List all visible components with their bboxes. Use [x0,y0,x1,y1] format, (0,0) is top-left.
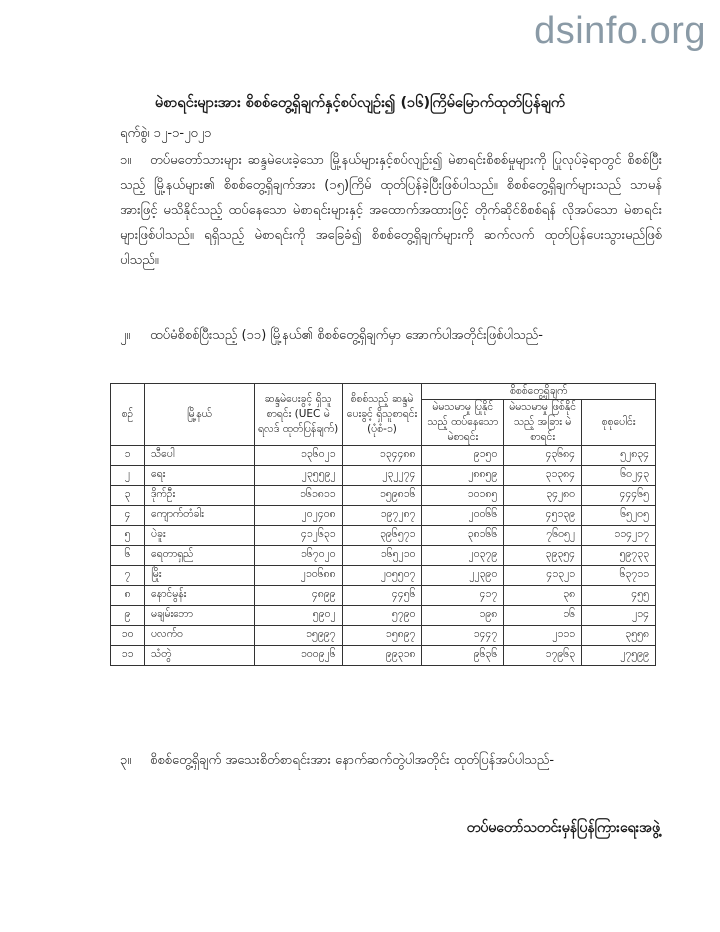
table-row [111,586,656,606]
cell-eligible: ၄၈၉၉ [254,586,342,606]
header-checked: စိစစ်သည့် ဆန္ဒမဲပေးခွင့် ရှိသူစာရင်း (ပုံစံ-၁) [342,384,422,446]
header-eligible: ဆန္ဒမဲပေးခွင့် ရှိသူစာရင်း (UEC မဲရလဒ် ထုတ်ပြန်ချက်) [254,384,342,446]
cell-no: ၉ [111,606,145,626]
cell-duplicates: ၉၁၅၀ [422,446,504,466]
cell-duplicates: ၉၆၃၆ [422,646,504,666]
cell-township: ပဲခူး [144,526,254,546]
cell-checked: ၁၅၈၉၇ [342,626,422,646]
header-total: စုစုပေါင်း [582,400,656,446]
cell-eligible: ၅၉၀၂ [254,606,342,626]
cell-township: သံတွဲ [144,646,254,666]
paragraph-2 [120,323,662,348]
watermark: dsinfo.org [534,10,706,52]
table-row [111,486,656,506]
cell-duplicates: ၂၀၀၆၆ [422,506,504,526]
cell-total: ၃၅၅၈ [582,626,656,646]
cell-no: ၈ [111,586,145,606]
signature: တပ်မတော်သတင်းမှန်ပြန်ကြားရေးအဖွဲ့ [466,820,660,836]
cell-checked: ၉၉၃၁၈ [342,646,422,666]
cell-checked: ၄၄၅၆ [342,586,422,606]
cell-no: ၇ [111,566,145,586]
cell-eligible: ၁၆၁၈၁၁ [254,486,342,506]
cell-others: ၁၇၉၆၃ [504,646,582,666]
cell-checked: ၁၅၉၈၁၆ [342,486,422,506]
cell-township: သီပေါ [144,446,254,466]
document-title: မဲစာရင်းများအား စိစစ်တွေ့ရှိချက်နှင့်စပ်လျဉ်း၍ (၁၆)ကြိမ်မြောက်ထုတ်ပြန်ချက် [154,95,566,111]
cell-total: ၆၅၂၀၅ [582,506,656,526]
cell-checked: ၃၉၆၅၇၁ [342,526,422,546]
cell-township: ကျောက်တံခါး [144,506,254,526]
cell-checked: ၅၇၉၀ [342,606,422,626]
paragraph-text: စိစစ်တွေ့ရှိချက် အသေးစိတ်စာရင်းအား နောက်ဆက်တွဲပါအတိုင်း ထုတ်ပြန်အပ်ပါသည်- [150,753,555,768]
cell-township: ရေး [144,466,254,486]
cell-others: ၃၈ [504,586,582,606]
cell-others: ၃၄၂၈၀ [504,486,582,506]
table-row [111,466,656,486]
table-row [111,446,656,466]
paragraph-1 [120,148,662,273]
cell-total: ၂၇၅၉၉ [582,646,656,666]
cell-total: ၆၀၂၄၃ [582,466,656,486]
cell-checked: ၁၃၄၄၈၈ [342,446,422,466]
cell-duplicates: ၂၂၃၉၀ [422,566,504,586]
cell-total: ၄၅၅ [582,586,656,606]
cell-checked: ၁၉၇၂၈၇ [342,506,422,526]
table-row [111,526,656,546]
cell-duplicates: ၂၈၈၅၉ [422,466,504,486]
cell-eligible: ၂၀၂၄၀၈ [254,506,342,526]
cell-others: ၄၅၁၃၉ [504,506,582,526]
cell-duplicates: ၂၀၃၇၉ [422,546,504,566]
cell-total: ၄၄၄၆၅ [582,486,656,506]
cell-duplicates: ၄၁၇ [422,586,504,606]
cell-eligible: ၂၃၅၅၉၂ [254,466,342,486]
cell-no: ၁၀ [111,626,145,646]
table-row [111,566,656,586]
cell-no: ၆ [111,546,145,566]
results-table [110,383,656,666]
cell-duplicates: ၃၈၁၆၆ [422,526,504,546]
table-row [111,626,656,646]
table-body [111,446,656,666]
cell-others: ၄၁၃၂၁ [504,566,582,586]
cell-duplicates: ၁၄၄၇ [422,626,504,646]
cell-eligible: ၄၁၂၆၃၁ [254,526,342,546]
cell-total: ၆၃၇၁၁ [582,566,656,586]
header-no: စဉ် [111,384,145,446]
cell-no: ၁၁ [111,646,145,666]
table-row [111,606,656,626]
paragraph-text: ထပ်မံစိစစ်ပြီးသည့် (၁၁) မြို့နယ်၏ စိစစ်တွေ့ရှိချက်မှာ အောက်ပါအတိုင်းဖြစ်ပါသည်- [150,328,543,343]
cell-township: မြိုး [144,566,254,586]
header-others: မဲမသမာမှု ဖြစ်နိုင်သည့် အခြား မဲစာရင်း [504,400,582,446]
cell-no: ၅ [111,526,145,546]
cell-eligible: ၁၃၆၀၂၁ [254,446,342,466]
cell-others: ၄၃၆၈၄ [504,446,582,466]
header-township: မြို့နယ် [144,384,254,446]
cell-total: ၅၉၇၃၃ [582,546,656,566]
cell-no: ၁ [111,446,145,466]
cell-eligible: ၁၅၉၉၇ [254,626,342,646]
cell-township: မချမ်းဘော [144,606,254,626]
header-duplicates: မဲမသမာမှု ပြုနိုင်သည့် ထပ်နေသော မဲစာရင်း [422,400,504,446]
cell-checked: ၂၃၂၂၇၄ [342,466,422,486]
cell-others: ၂၁၁၁ [504,626,582,646]
cell-eligible: ၁၆၇၀၂၀ [254,546,342,566]
cell-duplicates: ၁၉၈ [422,606,504,626]
cell-no: ၃ [111,486,145,506]
cell-others: ၇၆၀၅၂ [504,526,582,546]
cell-no: ၄ [111,506,145,526]
table-row [111,506,656,526]
cell-others: ၃၁၃၈၄ [504,466,582,486]
header-findings-group: စိစစ်တွေ့ရှိချက် [422,384,656,400]
paragraph-3 [120,748,662,773]
cell-eligible: ၁၀၀၉၂၆ [254,646,342,666]
cell-township: ရေတာရှည် [144,546,254,566]
table-row [111,546,656,566]
paragraph-number: ၃။ [120,753,132,768]
cell-total: ၅၂၈၃၄ [582,446,656,466]
cell-total: ၂၁၄ [582,606,656,626]
cell-others: ၁၆ [504,606,582,626]
cell-duplicates: ၁၀၁၈၅ [422,486,504,506]
table-row [111,646,656,666]
date-line: ရက်စွဲ၊ ၁၂-၁-၂၀၂၁ [120,126,212,141]
cell-township: နောင်မွန်း [144,586,254,606]
cell-township: ပလက်ဝ [144,626,254,646]
cell-total: ၁၁၄၂၁၇ [582,526,656,546]
cell-eligible: ၂၁၀၆၈၈ [254,566,342,586]
paragraph-number: ၂။ [120,328,131,343]
paragraph-number: ၁။ [120,153,132,168]
cell-checked: ၂၀၅၅၀၇ [342,566,422,586]
cell-no: ၂ [111,466,145,486]
cell-others: ၃၉၃၅၄ [504,546,582,566]
cell-township: ဒိုက်ဦး [144,486,254,506]
paragraph-text: တပ်မတော်သားများ ဆန္ဒမဲပေးခဲ့သော မြို့နယ်များနှင့်စပ်လျဉ်း၍ မဲစာရင်းစိစစ်မှုများကို ပြုလုပ်ခဲ့ရာတွင် စိစစ်ပြီးသည့် မြို့နယ်များ၏ စိစစ်တွေ့ရှိချက်အား (၁၅)ကြိမ် ထုတ်ပြန်ခဲ့ပြီးဖြစ်ပါသည်။ စိစစ်တွေ့ရှိချက်များသည် သာမန်အားဖြင့် မသိနိုင်သည့် ထပ်နေသော မဲစာရင်းများနှင့် အထောက်အထားဖြင့် တိုက်ဆိုင်စိစစ်ရန် လိုအပ်သော မဲစာရင်းများဖြစ်ပါသည်။ ရရှိသည့် မဲစာရင်းကို အခြေခံ၍ စိစစ်တွေ့ရှိချက်များကို ဆက်လက် ထုတ်ပြန်ပေးသွားမည်ဖြစ်ပါသည်။ [120,153,662,268]
cell-checked: ၁၆၅၂၁၀ [342,546,422,566]
